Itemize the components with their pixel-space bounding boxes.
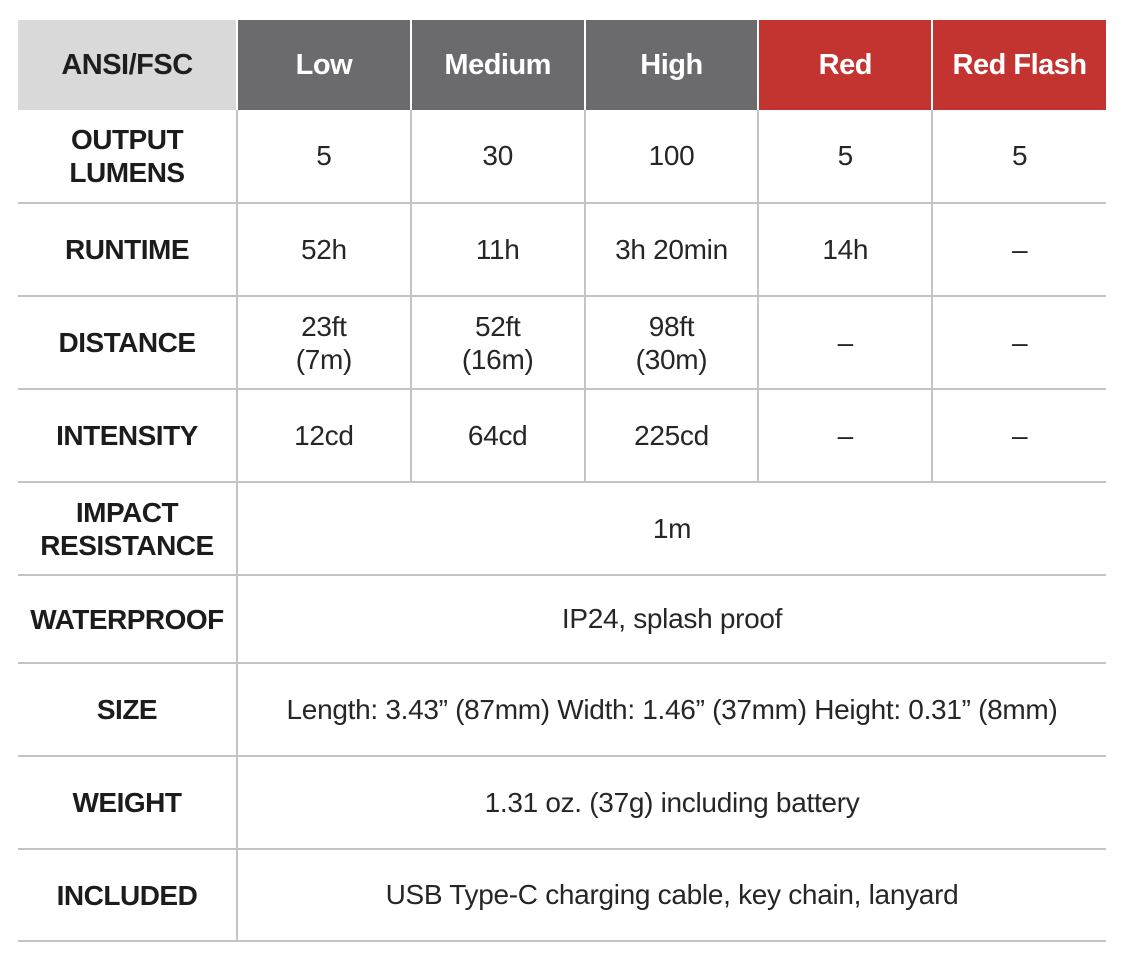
row-label-line: RESISTANCE [40, 529, 214, 561]
row-label-weight: WEIGHT [18, 756, 237, 849]
row-label-intensity: INTENSITY [18, 389, 237, 482]
row-label-runtime: RUNTIME [18, 203, 237, 296]
cell-line: (7m) [295, 343, 353, 375]
row-distance [18, 296, 1106, 389]
row-runtime [18, 203, 1106, 296]
row-label-waterproof: WATERPROOF [18, 575, 237, 663]
cell-intensity-low: 12cd [237, 389, 411, 482]
cell-runtime-high: 3h 20min [585, 203, 759, 296]
cell-intensity-medium: 64cd [411, 389, 585, 482]
cell-line: 52ft [474, 310, 521, 342]
cell-distance-medium [411, 296, 585, 389]
cell-runtime-red: 14h [758, 203, 932, 296]
cell-size: Length: 3.43” (87mm) Width: 1.46” (37mm) Height: 0.31” (8mm) [237, 663, 1106, 756]
row-label-distance: DISTANCE [18, 296, 237, 389]
cell-output-high: 100 [585, 110, 759, 203]
row-waterproof [18, 575, 1106, 663]
header-row [18, 20, 1106, 110]
header-mode-red: Red [758, 20, 932, 110]
cell-output-red-flash: 5 [932, 110, 1106, 203]
cell-line: (30m) [635, 343, 708, 375]
cell-output-low: 5 [237, 110, 411, 203]
cell-runtime-medium: 11h [411, 203, 585, 296]
cell-line: 98ft [648, 310, 695, 342]
cell-intensity-high: 225cd [585, 389, 759, 482]
header-mode-low: Low [237, 20, 411, 110]
cell-runtime-low: 52h [237, 203, 411, 296]
row-label-included: INCLUDED [18, 849, 237, 941]
cell-distance-red-flash: – [932, 296, 1106, 389]
cell-line: 23ft [301, 310, 347, 342]
cell-output-red: 5 [758, 110, 932, 203]
row-label-output-lumens [18, 110, 237, 203]
row-label-line: LUMENS [69, 157, 185, 188]
cell-weight: 1.31 oz. (37g) including battery [237, 756, 1106, 849]
row-size [18, 663, 1106, 756]
row-included [18, 849, 1106, 941]
spec-table [18, 20, 1106, 942]
header-mode-red-flash: Red Flash [932, 20, 1106, 110]
header-ansi-fsc: ANSI/FSC [18, 20, 237, 110]
row-output-lumens [18, 110, 1106, 203]
cell-output-medium: 30 [411, 110, 585, 203]
cell-included: USB Type-C charging cable, key chain, lanyard [237, 849, 1106, 941]
row-label-line: IMPACT [75, 496, 179, 528]
row-impact-resistance [18, 482, 1106, 575]
cell-line: (16m) [461, 343, 534, 375]
header-mode-high: High [585, 20, 759, 110]
cell-impact-resistance: 1m [237, 482, 1106, 575]
row-label-impact-resistance [18, 482, 237, 575]
cell-waterproof: IP24, splash proof [237, 575, 1106, 663]
cell-intensity-red-flash: – [932, 389, 1106, 482]
row-weight [18, 756, 1106, 849]
cell-distance-red: – [758, 296, 932, 389]
cell-intensity-red: – [758, 389, 932, 482]
row-label-line: OUTPUT [70, 124, 184, 155]
header-mode-medium: Medium [411, 20, 585, 110]
cell-distance-low [237, 296, 411, 389]
cell-runtime-red-flash: – [932, 203, 1106, 296]
row-intensity [18, 389, 1106, 482]
row-label-size: SIZE [18, 663, 237, 756]
cell-distance-high [585, 296, 759, 389]
